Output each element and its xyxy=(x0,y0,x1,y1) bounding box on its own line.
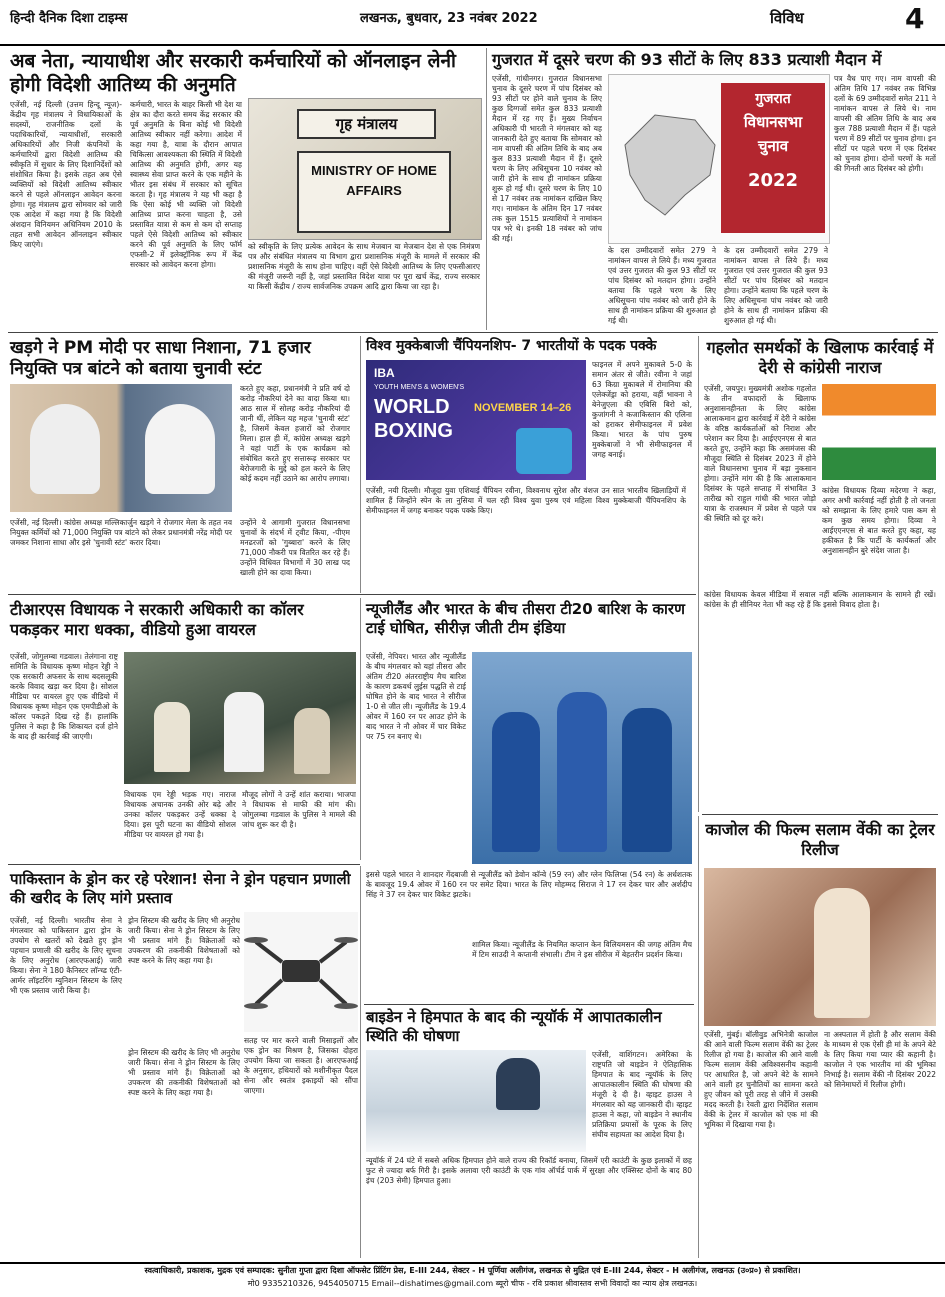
pakistan-body-col2: ड्रोन सिस्टम की खरीद के लिए भी अनुरोध जारी किया। सेना ने ड्रोन सिस्टम के लिए भी प्रस्ताव मांगे हैं। विक्रेताओं को उपकरण की तकनीकी विशेषताओं को स्पष्ट करने के लिए कहा गया है। xyxy=(128,916,240,965)
player-silhouette xyxy=(557,692,607,852)
biden-headline: बाइडेन ने हिमपात के बाद की न्यूयॉर्क में आपातकालीन स्थिति की घोषणा xyxy=(366,1008,662,1045)
kajol-headline: काजोल की फिल्म सलाम वेंकी का ट्रेलर रिलीज xyxy=(705,820,935,859)
graphic-title-3: चुनाव xyxy=(757,137,789,155)
poster-title-2: BOXING xyxy=(374,420,453,442)
boxing-body-col2: फाइनल में अपने मुकाबले 5-0 के समान अंतर से जीते। रवीना ने जहां 63 किग्रा मुकाबले में रोमानिया की एलेक्जेंड्रा को हराया, वहीं भावना ने बेनेजुएला की एबिसि बिरो को, कुजांगनी ने कजाकिस्तान की एलिना को हराकर सेमीफाइनल में प्रवेश किया। भारत के पांच पुरुष मुक्केबाजों ने भी सेमीफाइनल में जगह बनाई। xyxy=(592,360,692,459)
section-rule xyxy=(702,814,938,815)
masthead xyxy=(0,0,945,46)
pakistan-body-col2b: ड्रोन सिस्टम की खरीद के लिए भी अनुरोध जारी किया। सेना ने ड्रोन सिस्टम के लिए भी प्रस्ताव मांगे हैं। विक्रेताओं को उपकरण की तकनीकी विशेषताओं को स्पष्ट करने के लिए कहा गया है। xyxy=(128,1048,240,1097)
player-silhouette xyxy=(492,712,540,852)
paper-name: हिन्दी दैनिक दिशा टाइम्स xyxy=(10,11,128,26)
boxing-body-col1: एजेंसी, नयी दिल्ली। मौजूदा युवा एशियाई चैंपियन रवीना, विश्वनाथ सुरेश और वंशज उन सात भारतीय खिलाड़ियों में शामिल हैं जिन्होंने स्पेन के ला नुसिया में चल रही विश्व युवा पुरुष एवं महिला विश्व मुक्केबाजी चैंपियनशिप के सेमीफाइनल में जगह बनाकर पदक पक्के किए। xyxy=(366,486,686,515)
ministry-sign-photo xyxy=(248,98,482,240)
kajol-body-col2: ना अस्पताल में होती है और सलाम वेंकी के माध्यम से एक ऐसी ही मां के अपने बेटे के लिए किया गया प्यार की कहानी है। काजोल ने एक भारतीय मां की भूमिका निभाई है। सलाम वेंकी नौ दिसंबर 2022 को सिनेमाघरों में रिलीज होगी। xyxy=(824,1030,936,1089)
pakistan-headline: पाकिस्तान के ड्रोन कर रहे परेशान! सेना ने ड्रोन पहचान प्रणाली की खरीद के लिए मांगे प्रस्ताव xyxy=(10,870,351,907)
gujarat-election-graphic xyxy=(608,74,830,244)
gujarat-body-col2: के दस उम्मीदवारों समेत 279 ने नामांकन वापस ले लिये हैं। मध्य गुजरात एवं उत्तर गुजरात की कुल 93 सीटों पर पांच दिसंबर को मतदान होगा। उन्होंने बताया कि पहले चरण के लिए अधिसूचना पांच नवंबर को जारी होने के साथ ही नामांकन प्रक्रिया की शुरुआत हो गई थी। xyxy=(608,246,716,325)
column-divider xyxy=(360,336,361,593)
person-silhouette xyxy=(224,692,264,772)
section-rule xyxy=(8,864,360,865)
section-rule xyxy=(364,1004,694,1005)
person-silhouette xyxy=(30,404,100,494)
section-rule xyxy=(8,332,938,333)
column-divider xyxy=(698,336,699,812)
gehlot-body-col1: एजेंसी, जयपुर। मुख्यमंत्री अशोक गहलोत के तीन वफादारों के खिलाफ अनुशासनहीनता के लिए कांग्रेस आलाकमान द्वारा कार्रवाई में देरी ने कांग्रेस के वरिष्ठ कार्यकर्ताओं को निराश और परेशान कर दिया है। आईएएनएस से बात करते हुए, उन्होंने कहा कि असमंजस की मौजूदा स्थिति से दिसंबर 2023 में होने वाले विधानसभा चुनाव में बड़ा नुकसान होगा। उन्होंने मांग की है कि आलाकमान दिसंबर के पहले सप्ताह में संभावित 3 तारीख को राहुल गांधी की भारत जोड़ो यात्रा के राजस्थान में प्रवेश से पहले पत्र की स्थिति को दूर करे। xyxy=(704,384,816,523)
poster-org: IBA xyxy=(374,366,395,380)
column-divider xyxy=(486,48,487,330)
boxer-figure xyxy=(516,428,572,474)
kharge-body-col2: करते हुए कहा, प्रधानमंत्री ने प्रति वर्ष दो करोड़ नौकरियां देने का वादा किया था। आठ साल में सोलह करोड़ नौकरियां दी जानी थीं, लेकिन यह महज 'चुनावी स्टंट' है, जिसमें केवल हजारों को रोजगार मिला। हाल ही में, कांग्रेस अध्यक्ष खड़गे ने यहां पार्टी के एक कार्यक्रम को संबोधित करते हुए सत्तारूढ़ सरकार पर बेरोजगारी के मुद्दे को हल करने के लिए कोई कदम नहीं उठाने का आरोप लगाया। xyxy=(240,384,350,483)
trs-headline: टीआरएस विधायक ने सरकारी अधिकारी का कॉलर पकड़कर मारा धक्का, वीडियो हुआ वायरल xyxy=(10,600,304,639)
kajol-film-photo xyxy=(704,868,936,1026)
visa-body-col3: को स्वीकृति के लिए प्रत्येक आवेदन के साथ मेजबान या मेजबान देश से एक निमंत्रण पत्र और संबंधित मंत्रालय या विभाग द्वारा प्रशासनिक मंजूरी के मामले में सरकार की प्रशासनिक मंजूरी के साथ होना चाहिए। वहीं ऐसे विदेशी आतिथ्य के लिए एफसीआरए की मंजूरी जरूरी नहीं है, जहां प्रस्तावित विदेश यात्रा पर पूरा खर्च केंद्र, राज्य सरकार या किसी केंद्रीय / राज्य सार्वजनिक उपक्रम आदि द्वारा किया जा रहा है। xyxy=(248,242,480,291)
gujarat-headline: गुजरात में दूसरे चरण की 93 सीटों के लिए 833 प्रत्याशी मैदान में xyxy=(492,50,882,69)
person-silhouette xyxy=(496,1058,540,1110)
person-silhouette xyxy=(154,702,190,772)
graphic-year: 2022 xyxy=(747,170,799,191)
pakistan-body-col1: एजेंसी, नई दिल्ली। भारतीय सेना ने मंगलवार को पाकिस्तान द्वारा ड्रोन के उपयोग से खतरों को देखते हुए ड्रोन पहचान प्रणाली की खरीद के लिए सूचना के लिए अनुरोध (आरएफआई) जारी किया। सेना ने 180 कैनिस्टर लॉन्च्ड एंटी-आर्मर लॉइटरिंग म्युनिशन सिस्टम के लिए भी एक प्रस्ताव जारी किया है। xyxy=(10,916,122,995)
poster-title-1: WORLD xyxy=(374,396,450,418)
visa-body-col1: एजेंसी, नई दिल्ली (उत्तम हिन्दू न्यूज)- केंद्रीय गृह मंत्रालय ने विधायिकाओं के सदस्यों, राजनीतिक दलों के पदाधिकारियों, न्यायाधीशों, सरकारी अधिकारियों और निजी कंपनियों के कर्मचारियों द्वारा विदेशी आतिथ्य की स्वीकृति में सुधार के लिए दिशानिर्देशों को संशोधित किया है। इसके तहत अब ऐसे व्यक्तियों को विदेशी आतिथ्य स्वीकार करने से पहले ऑनलाइन आवेदन करना होगा। गृह मंत्रालय द्वारा सोमवार को जारी एक आदेश में कहा गया है कि विदेशी अंशदान विनियमन अधिनियम 2010 के तहत सभी आवेदन ऑनलाइन स्वीकार किए जाएंगे। xyxy=(10,100,122,249)
kharge-headline: खड़गे ने PM मोदी पर साधा निशाना, 71 हजार नियुक्ति पत्र बांटने को बताया चुनावी स्टंट xyxy=(10,338,311,380)
kharge-modi-photo xyxy=(10,384,232,512)
person-silhouette xyxy=(814,888,870,1018)
page-number: 4 xyxy=(905,2,925,35)
person-silhouette xyxy=(294,708,330,774)
snowfall-photo xyxy=(366,1050,586,1152)
gehlot-photo xyxy=(822,384,936,480)
gehlot-headline: गहलोत समर्थकों के खिलाफ कार्रवाई में देरी से कांग्रेसी नाराज xyxy=(706,338,934,377)
gujarat-body-col2b: के दस उम्मीदवारों समेत 279 ने नामांकन वापस ले लिये हैं। मध्य गुजरात एवं उत्तर गुजरात की कुल 93 सीटों पर पांच दिसंबर को मतदान होगा। उन्होंने बताया कि पहले चरण के लिए अधिसूचना पांच नवंबर को जारी होने के साथ ही नामांकन प्रक्रिया की शुरुआत हो गई थी। xyxy=(724,246,828,325)
gehlot-body-col2: कांग्रेस विधायक दिव्या मदेरणा ने कहा, अगर अभी कार्रवाई नहीं होती है तो जनता को समझाना के लिए हमारे पास कम से कम कुछ समय होगा। दिव्या ने आईएएनएस से बात करते हुए कहा, यह हकीकत है कि पार्टी के कार्यकर्ता और अनुशासनहीन बुरे संदेश जाता है। xyxy=(822,486,936,555)
biden-body-col2: न्यूयॉर्क में 24 घंटे में सबसे अधिक हिमपात होने वाले राज्य की रिकॉर्ड बनाया, जिसमें एरी काउंटी के कुछ इलाकों में छह फुट से ज्यादा बर्फ गिरी है। इसके अलावा एरी काउंटी के एक गांव ऑर्चर्ड पार्क में सुरक्षा और एक्सिस्ट दोनों के बाद 80 इंच (203 सेमी) हिमपात हुआ। xyxy=(366,1156,692,1185)
cricket-body-col2: इससे पहले भारत ने शानदार गेंदबाजी से न्यूजीलैंड को डेवोन कॉन्वे (59 रन) और ग्लेन फिलिप्स (54 रन) के अर्धशतक के बावजूद 19.4 ओवर में 160 रन पर समेट दिया। भारत के लिए मोहम्मद सिराज ने 17 रन देकर चार और अर्शदीप सिंह ने 37 रन देकर चार विकेट झटके। xyxy=(366,870,692,899)
trs-crowd-photo xyxy=(124,652,356,784)
imprint-line: स्वत्वाधिकारी, प्रकाशक, मुद्रक एवं सम्पादक: सुनीता गुप्ता द्वारा दिशा ऑफसेट प्रिंटिंग प्रेस, E-III 244, सेक्टर - H पूर्णिया अलीगंज, लखनऊ से मुद्रित एवं E-III 244, सेक्टर - H अलीगंज, लखनऊ (उ०प्र०) से प्रकाशित। xyxy=(144,1266,801,1275)
column-divider xyxy=(698,816,699,1258)
contact-line: मो0 9335210326, 9454050715 Email--dishatimes@gmail.com ब्यूरो चीफ - रवि प्रकाश श्रीवास्तव सभी विवादों का न्याय क्षेत्र लखनऊ। xyxy=(247,1279,698,1288)
cricket-body-col1: एजेंसी, नेपियर। भारत और न्यूजीलैंड के बीच मंगलवार को यहां तीसरा और अंतिम टी20 अंतरराष्ट्रीय मैच बारिश के कारण डकवर्थ लुईस पद्धति से टाई घोषित होने के बाद भारत ने सीरीज 1-0 से जीत ली। न्यूजीलैंड के 19.4 ओवर में 160 रन पर आउट होने के बाद भारत ने नौ ओवर में चार विकेट पर 75 रन बनाए थे। xyxy=(366,652,466,741)
gujarat-map-icon xyxy=(615,105,725,225)
column-divider xyxy=(360,866,361,1258)
trs-body-col3: मौजूद लोगों ने उन्हें शांत कराया। भाजपा ने विधायक से माफी की मांग की। जोगुलम्बा गडवाल के पुलिस ने मामले की जांच शुरू कर दी है। xyxy=(242,790,356,829)
sign-hindi: गृह मंत्रालय xyxy=(297,109,436,139)
column-divider xyxy=(360,598,361,860)
poster-date: NOVEMBER 14–26 xyxy=(474,402,572,414)
kharge-body-col1: एजेंसी, नई दिल्ली। कांग्रेस अध्यक्ष मल्लिकार्जुन खड़गे ने रोजगार मेला के तहत नव नियुक्त कर्मियों को 71,000 नियुक्ति पत्र बांटने को लेकर प्रधानमंत्री नरेंद्र मोदी पर जमकर निशाना साधा और इसे 'चुनावी स्टंट' करार दिया। xyxy=(10,518,232,547)
player-silhouette xyxy=(622,708,672,852)
drone-photo xyxy=(244,912,358,1032)
visa-headline: अब नेता, न्यायाधीश और सरकारी कर्मचारियों को ऑनलाइन लेनी होगी विदेशी आतिथ्य की अनुमति xyxy=(10,50,456,96)
kajol-body-col1: एजेंसी, मुंबई। बॉलीवुड अभिनेत्री काजोल की आने वाली फिल्म सलाम वेंकी का ट्रेलर रिलीज हो गया है। काजोल की आने वाली फिल्म सलाम वेंकी अविश्वसनीय कहानी पर आधारित है, जो अपने बेटे के सामने आने वाली हर चुनौतियों का सामना करते हुए जीवन को पूरी तरह से जीने में उसकी मदद करती है। रेवती द्वारा निर्देशित सलाम वेंकी के ट्रेलर में काजोल को एक मां की भूमिका में दिखाया गया है। xyxy=(704,1030,818,1129)
sign-english: MINISTRY OF HOME AFFAIRS xyxy=(297,151,451,233)
poster-sub: YOUTH MEN'S & WOMEN'S xyxy=(374,384,465,391)
boxing-headline: विश्व मुक्केबाजी चैंपियनशिप- 7 भारतीयों के पदक पक्के xyxy=(366,338,657,354)
visa-body-col2: कर्मचारी, भारत के बाहर किसी भी देश या क्षेत्र का दौरा करते समय केंद्र सरकार की पूर्व अनुमति के बिना कोई भी विदेशी आतिथ्य स्वीकार नहीं करेगा। आदेश में कहा गया है, यात्रा के दौरान आपात चिकित्सा आवश्यकता की स्थिति में विदेशी आतिथ्य की अनुमति होगी, अगर यह स्वास्थ्य सेवा प्राप्त करने के एक महीने के भीतर इस संबंध में सरकार को सूचित करता है। गृह मंत्रालय ने यह भी कहा है कि ऐसा कोई भी व्यक्ति जो विदेशी आतिथ्य प्राप्त करना चाहता है, उसे प्रस्तावित यात्रा से कम से कम दो सप्ताह पहले ऐसे विदेशी आतिथ्य को स्वीकार करने की पूर्व अनुमति के लिए फॉर्म एफसी-2 में इलेक्ट्रॉनिक रूप में केंद्र सरकार को आवेदन करना होगा। xyxy=(130,100,242,269)
cricket-headline: न्यूजीलैंड और भारत के बीच तीसरा टी20 बारिश के कारण टाई घोषित, सीरीज़ जीती टीम इंडिया xyxy=(366,600,685,637)
gehlot-body-col3: कांग्रेस विधायक केवल मीडिया में सवाल नहीं बल्कि आलाकमान के सामने ही रखें। कांग्रेस के ही सीनियर नेता भी कह रहे हैं कि इससे विवाद होता है। xyxy=(704,590,936,609)
imprint-footer xyxy=(0,1262,945,1297)
section-rule xyxy=(8,594,696,595)
trs-body-col2: विधायक एम रेड्डी भड़क गए। नाराज विधायक अचानक उनकी ओर बढ़े और उनका कॉलर पकड़कर उन्हें धक्का दे दिया। इस पूरी घटना का वीडियो सोशल मीडिया पर वायरल हो गया है। xyxy=(124,790,236,839)
kharge-body-col3: उन्होंने ये आगामी गुजरात विधानसभा चुनावों के संदर्भ में ट्वीट किया, -पीएम मनढरजों को 'गुब्बारा' करने के लिए 71,000 नौकरी पत्र वितरित कर रहे हैं। उन्होंने विधिवत विभागों में 30 लाख पद खाली होने का दावा किया। xyxy=(240,518,350,577)
cricket-body-col3: शामिल किया। न्यूजीलैंड के नियमित कप्तान केन विलियमसन की जगह अंतिम मैच में टिम साउदी ने कप्तानी संभाली। टीम ने इस सीरीज में बेहतरीन प्रदर्शन किया। xyxy=(472,940,692,959)
person-silhouette xyxy=(145,404,215,494)
graphic-title-1: गुजरात xyxy=(755,91,791,107)
boxing-poster xyxy=(366,360,586,480)
dateline: लखनऊ, बुधवार, 23 नवंबर 2022 xyxy=(360,11,538,26)
graphic-title-2: विधानसभा xyxy=(743,113,803,131)
gujarat-body-col3: पत्र वैध पाए गए। नाम वापसी की अंतिम तिथि 17 नवंबर तक विभिन्न दलों के 69 उम्मीदवारों समेत 211 ने नामांकन वापस ले लिये थे। नाम वापसी की अंतिम तिथि के बाद अब कुल 788 प्रत्याशी मैदान में हैं। पहले चरण में 89 सीटों पर चुनाव होगा। इन सीटों पर पहले चरण में एक दिसंबर को चुनाव होगा। दोनों चरणों के मतों की गिनती आठ दिसंबर को होगी। xyxy=(834,74,936,173)
biden-body-col1: एजेंसी, वाशिंगटन। अमेरिका के राष्ट्रपति जो बाइडेन ने ऐतिहासिक हिमपात के बाद न्यूयॉर्क के लिए आपातकालीन स्थिति की घोषणा की मंजूरी दे दी है। व्हाइट हाउस ने मंगलवार को यह जानकारी दी। व्हाइट हाउस ने कहा, जो बाइडेन ने स्थानीय प्रतिक्रिया प्रयासों के पूरक के लिए संघीय सहायता का आदेश दिया है। xyxy=(592,1050,692,1139)
section-name: विविध xyxy=(770,9,804,27)
cricket-team-photo xyxy=(472,652,692,864)
drone-icon xyxy=(244,912,358,1032)
pakistan-body-col3: सतह पर मार करने वाली मिसाइलों और एक ड्रोन का मिश्रण है, जिसका दोहरा उपयोग किया जा सकता है। आरएफआई के अनुसार, हथियारों को मशीनीकृत पैदल सेना और स्वतंत्र इकाइयों को सौंपा जाएगा। xyxy=(244,1036,358,1095)
election-title-box xyxy=(721,83,825,233)
gujarat-body-col1: एजेंसी, गांधीनगर। गुजरात विधानसभा चुनाव के दूसरे चरण में पांच दिसंबर को 93 सीटों पर होने वाले चुनाव के लिए कुछ दिग्गजों समेत कुल 833 प्रत्याशी मैदान में रह गए हैं। मुख्य निर्वाचन अधिकारी पी भारती ने मंगलवार को यह जानकारी देते हुए बताया कि सोमवार को नाम वापसी की अंतिम तिथि के बाद अब कुल 833 प्रत्याशी मैदान में हैं। दूसरे चरण के लिए अधिसूचना 10 नवंबर को जारी होने के साथ ही नामांकन प्रक्रिया शुरू हो गई थी। दूसरे चरण के लिए 10 से 17 नवंबर तक नामांकन दाखिल किए गए। नामांकन के अंतिम दिन 17 नवंबर तक कुल 1515 प्रत्याशियों ने नामांकन पत्र भरे थे। इनकी 18 नवंबर को जांच की गई। xyxy=(492,74,602,243)
trs-body-col1: एजेंसी, जोगुलम्बा गडवाल। तेलंगाना राष्ट्र समिति के विधायक कृष्ण मोहन रेड्डी ने एक सरकारी अफसर के साथ बदसलूकी करके विवाद खड़ा कर दिया है। सोशल मीडिया पर वायरल हुए एक वीडियो में विधायक कृष्ण मोहन एक एमपीडीओ के कॉलर पकड़ते दिख रहे हैं। हालांकि पुलिस ने कहा है कि शिकायत दर्ज होने के बाद ही कार्रवाई की जाएगी। xyxy=(10,652,118,741)
